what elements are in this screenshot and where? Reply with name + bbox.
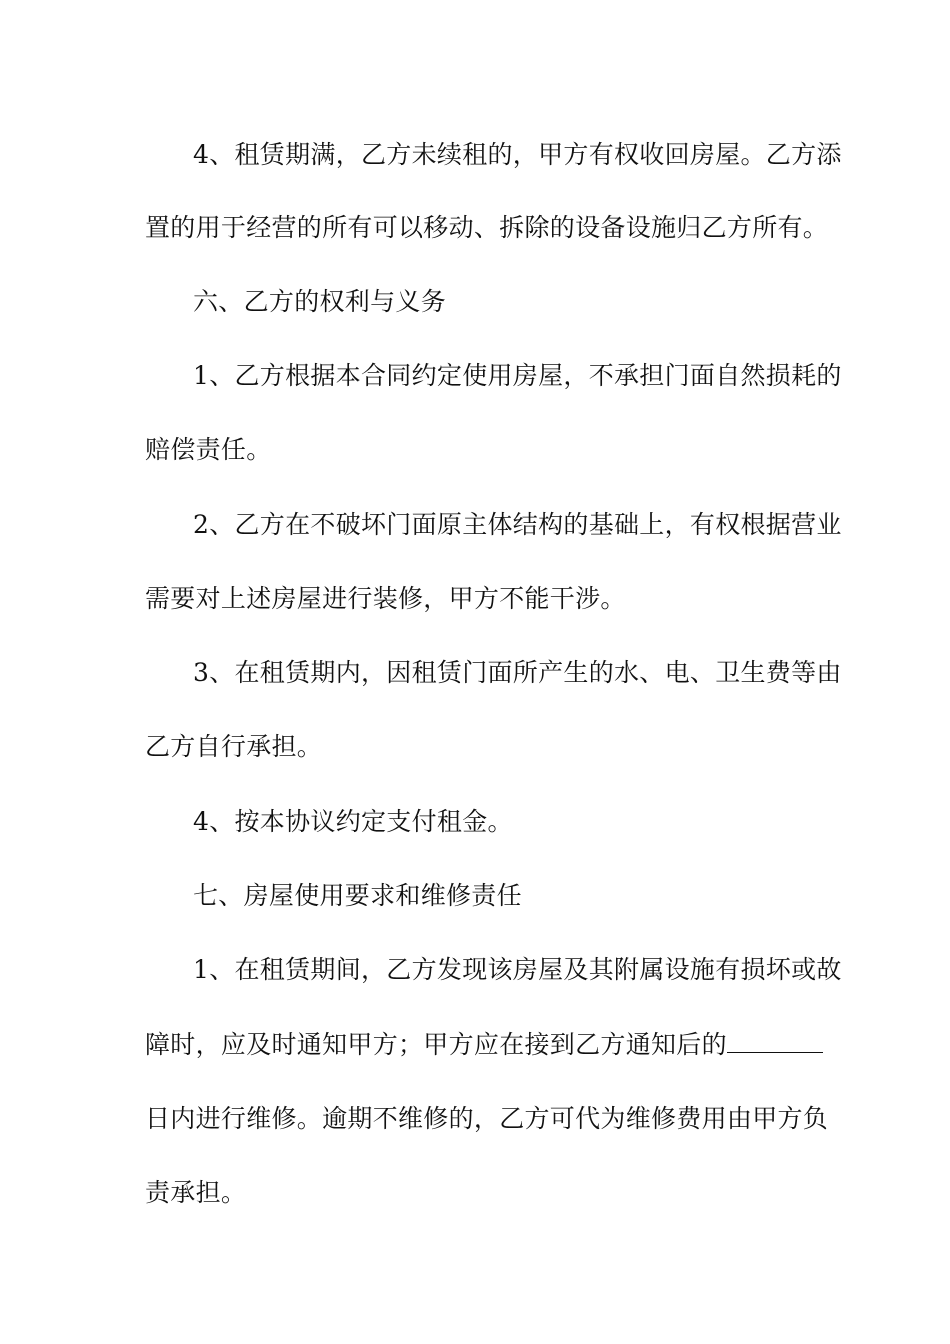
paragraph-line: 2、乙方在不破坏门面原主体结构的基础上，有权根据营业 (193, 510, 842, 539)
paragraph-line-with-blank (145, 1027, 810, 1063)
paragraph-line: 4、按本协议约定支付租金。 (193, 807, 513, 836)
section-heading: 七、房屋使用要求和维修责任 (193, 881, 522, 910)
paragraph-line: 责承担。 (145, 1178, 247, 1207)
paragraph-line: 置的用于经营的所有可以移动、拆除的设备设施归乙方所有。 (145, 213, 829, 242)
paragraph-line: 4、租赁期满，乙方未续租的，甲方有权收回房屋。乙方添 (193, 140, 842, 169)
paragraph-line: 1、在租赁期间，乙方发现该房屋及其附属设施有损坏或故 (193, 955, 842, 984)
paragraph-line: 赔偿责任。 (145, 435, 272, 464)
paragraph-line-text: 障时，应及时通知甲方；甲方应在接到乙方通知后的 (145, 1030, 727, 1059)
paragraph-line: 需要对上述房屋进行装修，甲方不能干涉。 (145, 584, 626, 613)
paragraph-line: 日内进行维修。逾期不维修的，乙方可代为维修费用由甲方负 (145, 1104, 829, 1133)
section-heading: 六、乙方的权利与义务 (193, 287, 447, 316)
paragraph-line: 乙方自行承担。 (145, 732, 323, 761)
paragraph-line: 3、在租赁期内，因租赁门面所产生的水、电、卫生费等由 (193, 658, 842, 687)
paragraph-line: 1、乙方根据本合同约定使用房屋，不承担门面自然损耗的 (193, 361, 842, 390)
fill-in-blank (727, 1028, 823, 1053)
